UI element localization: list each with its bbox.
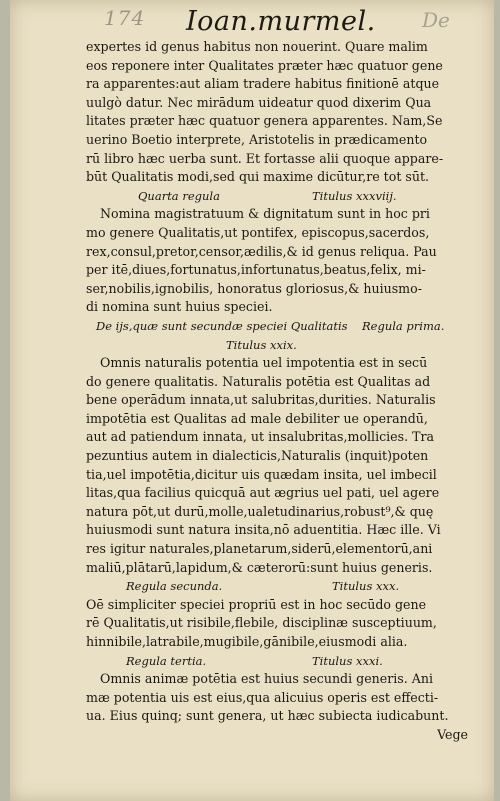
catchword: Vege bbox=[437, 726, 468, 742]
text-line: huiusmodi sunt natura insita,nō aduentitia. Hæc ille. Vi bbox=[86, 522, 441, 538]
text-line: Omnis animæ potētia est huius secundi generis. Ani bbox=[100, 671, 433, 687]
text-line: maliū,plātarū,lapidum,& cæterorū:sunt huius generis. bbox=[86, 559, 433, 575]
text-line: rex,consul,pretor,censor,ædilis,& id genus reliqua. Pau bbox=[86, 243, 437, 259]
text-line: būt Qualitatis modi,sed qui maxime dicūtur,re tot sūt. bbox=[86, 169, 430, 185]
text-line: ra apparentes:aut aliam tradere habitus finitionē atque bbox=[86, 76, 440, 92]
page-header bbox=[10, 4, 494, 38]
text-line: aut ad patiendum innata, ut insalubritas,mollicies. Tra bbox=[86, 429, 435, 445]
text-line: Oē simpliciter speciei propriū est in hoc secūdo gene bbox=[86, 596, 427, 612]
text-line: do genere qualitatis. Naturalis potētia est Qualitas ad bbox=[86, 373, 431, 389]
bleed-through-text: De bbox=[422, 8, 450, 32]
text-line: mo genere Qualitatis,ut pontifex, episcopus,sacerdos, bbox=[86, 224, 430, 240]
rule-label: Regula tertia. bbox=[126, 653, 207, 668]
text-line: per itē,diues,fortunatus,infortunatus,beatus,felix, mi- bbox=[86, 262, 426, 278]
title-label: Regula prima. bbox=[362, 318, 445, 333]
text-line: rū libro hæc uerba sunt. Et fortasse alii quoque appare- bbox=[86, 150, 444, 166]
title-label: Titulus xxx. bbox=[332, 579, 400, 594]
text-line: rē Qualitatis,ut risibile,flebile, disciplinæ susceptiuum, bbox=[86, 615, 437, 631]
section-heading bbox=[86, 577, 472, 596]
text-line: eos reponere inter Qualitates præter hæc quatuor gene bbox=[86, 57, 443, 73]
section-heading bbox=[86, 652, 472, 671]
section-heading bbox=[86, 336, 472, 355]
folio-number: 174 bbox=[104, 6, 146, 30]
text-line: bene operādum innata,ut salubritas,durities. Naturalis bbox=[86, 392, 436, 408]
text-line: hinnibile,latrabile,mugibile,gānibile,eiusmodi alia. bbox=[86, 634, 408, 649]
text-line: Nomina magistratuum & dignitatum sunt in hoc pri bbox=[100, 206, 430, 222]
section-heading bbox=[86, 317, 472, 336]
text-line: expertes id genus habitus non nouerint. Quare malim bbox=[86, 39, 428, 54]
rule-label: Quarta regula bbox=[138, 188, 220, 203]
section-heading bbox=[86, 187, 472, 206]
title-label: Titulus xxxi. bbox=[312, 653, 383, 668]
title-label: Titulus xxix. bbox=[226, 337, 297, 352]
text-line: ua. Eius quinq; sunt genera, ut hæc subiecta iudicabunt. bbox=[86, 708, 449, 724]
title-label: Titulus xxxviij. bbox=[312, 188, 397, 203]
body-text bbox=[86, 38, 472, 745]
text-line: natura pōt,ut durū,molle,ualetudinarius,robust⁹,& quę bbox=[86, 503, 434, 519]
book-page bbox=[10, 0, 494, 801]
text-line: litas,qua facilius quicquā aut ægrius uel pati, uel agere bbox=[86, 485, 440, 501]
rule-label: De ijs,quæ sunt secundæ speciei Qualitatis bbox=[96, 318, 348, 333]
rule-label: Regula secunda. bbox=[126, 579, 223, 594]
text-line: pezuntius autem in dialecticis,Naturalis (inquit)poten bbox=[86, 448, 429, 464]
text-line: impotētia est Qualitas ad male debiliter ue operandū, bbox=[86, 410, 428, 426]
running-head: Ioan.murmel. bbox=[186, 6, 376, 37]
text-line: di nomina sunt huius speciei. bbox=[86, 299, 273, 315]
text-line: mæ potentia uis est eius,qua alicuius operis est effecti- bbox=[86, 689, 439, 705]
text-line: res igitur naturales,planetarum,siderū,elementorū,ani bbox=[86, 541, 433, 557]
text-line: ser,nobilis,ignobilis, honoratus gloriosus,& huiusmo- bbox=[86, 280, 422, 296]
text-line: uerino Boetio interprete, Aristotelis in prædicamento bbox=[86, 131, 428, 147]
text-line: uulgò datur. Nec mirādum uideatur quod dixerim Qua bbox=[86, 94, 432, 110]
text-line: Omnis naturalis potentia uel impotentia est in secū bbox=[100, 355, 428, 371]
text-line: tia,uel impotētia,dicitur uis quædam insita, uel imbecil bbox=[86, 466, 437, 482]
text-line: litates præter hæc quatuor genera apparentes. Nam,Se bbox=[86, 113, 443, 129]
